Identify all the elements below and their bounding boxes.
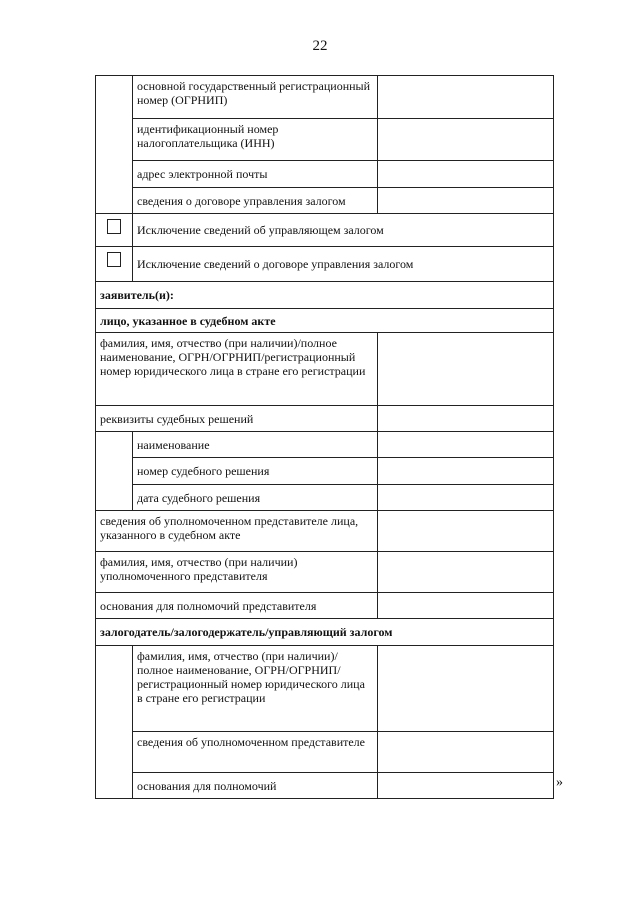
value-cell-representative-name[interactable] [378,552,554,593]
table-row [96,619,554,646]
table-row [96,406,554,432]
row-label-ogrnip: основной государственный регистрационный номер (ОГРНИП) [133,76,378,119]
table-row [96,161,554,188]
value-cell-court-decisions[interactable] [378,406,554,432]
row-label-representative-info: сведения об уполномоченном представителе лица, указанного в судебном акте [96,511,378,552]
table-row [96,593,554,619]
table-row [96,646,554,732]
table-row [96,432,554,458]
row-label-representative-name: фамилия, имя, отчество (при наличии) уполномоченного представителя [96,552,378,593]
value-cell-ogrnip[interactable] [378,76,554,119]
row-label-decision-number: номер судебного решения [133,458,378,485]
table-row [96,309,554,333]
row-label-exclude-contract: Исключение сведений о договоре управления залогом [133,247,554,282]
value-cell-contract-info[interactable] [378,188,554,214]
value-cell-email[interactable] [378,161,554,188]
table-row [96,511,554,552]
table-row [96,552,554,593]
checkbox-cell [96,214,133,247]
value-cell-representative-basis[interactable] [378,593,554,619]
value-cell-pledgor-basis[interactable] [378,773,554,799]
table-row [96,485,554,511]
indent-cell [96,646,133,799]
value-cell-pledgor-representative[interactable] [378,732,554,773]
value-cell-decision-date[interactable] [378,485,554,511]
form-table [95,75,554,799]
row-label-court-person-name: фамилия, имя, отчество (при наличии)/полное наименование, ОГРН/ОГРНИП/регистрационный номер юридического лица в стране его регистрации [96,333,378,406]
section-heading-applicants: заявитель(и): [96,282,554,309]
closing-quote: » [556,775,563,790]
value-cell-representative-info[interactable] [378,511,554,552]
value-cell-decision-number[interactable] [378,458,554,485]
table-row [96,773,554,799]
row-label-pledgor-representative: сведения об уполномоченном представителе [133,732,378,773]
table-row [96,188,554,214]
table-row [96,214,554,247]
value-cell-pledgor-name[interactable] [378,646,554,732]
table-row [96,732,554,773]
section-heading-court-person: лицо, указанное в судебном акте [96,309,554,333]
indent-cell [96,432,133,511]
value-cell-court-person-name[interactable] [378,333,554,406]
value-cell-decision-name[interactable] [378,432,554,458]
row-label-inn: идентификационный номер налогоплательщика (ИНН) [133,119,378,161]
row-label-pledgor-name: фамилия, имя, отчество (при наличии)/полное наименование, ОГРН/ОГРНИП/регистрационный номер юридического лица в стране его регистрации [133,646,378,732]
row-label-email: адрес электронной почты [133,161,378,188]
section-heading-pledgor: залогодатель/залогодержатель/управляющий залогом [96,619,554,646]
row-label-pledgor-basis: основания для полномочий [133,773,378,799]
table-row [96,76,554,119]
page-number: 22 [312,38,328,54]
exclude-contract-checkbox[interactable] [107,252,121,267]
row-label-court-decisions: реквизиты судебных решений [96,406,378,432]
table-row [96,458,554,485]
value-cell-inn[interactable] [378,119,554,161]
table-row [96,119,554,161]
table-row [96,282,554,309]
indent-cell [96,76,133,214]
row-label-exclude-manager: Исключение сведений об управляющем залогом [133,214,554,247]
row-label-representative-basis: основания для полномочий представителя [96,593,378,619]
checkbox-cell [96,247,133,282]
row-label-decision-name: наименование [133,432,378,458]
table-row [96,247,554,282]
row-label-contract-info: сведения о договоре управления залогом [133,188,378,214]
exclude-manager-checkbox[interactable] [107,219,121,234]
table-row [96,333,554,406]
row-label-decision-date: дата судебного решения [133,485,378,511]
